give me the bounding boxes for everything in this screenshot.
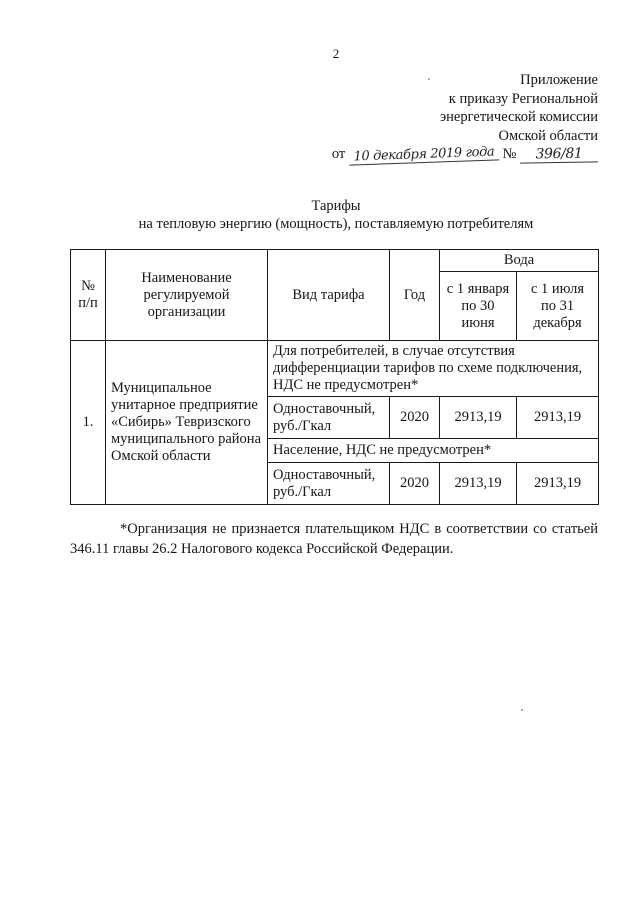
header-water: Вода	[440, 250, 599, 272]
handwritten-order-number: 396/81	[520, 146, 598, 163]
approval-line-4: Омской области	[498, 127, 598, 144]
tariff-period-2-value: 2913,19	[517, 463, 599, 505]
header-row-1	[71, 250, 599, 272]
section-consumers: Для потребителей, в случае отсутствия дифференциации тарифов по схеме подключения, НДС не предусмотрен*	[268, 341, 599, 397]
tariff-period-2-value: 2913,19	[517, 397, 599, 439]
tariff-type: Одноставочный, руб./Гкал	[268, 397, 390, 439]
header-org: Наименование регулируемой организации	[106, 250, 268, 341]
document-title	[0, 197, 640, 233]
header-tariff-type: Вид тарифа	[268, 250, 390, 341]
title-line-1: Тарифы	[311, 198, 361, 214]
handwritten-date: 10 декабря 2019 года	[349, 144, 499, 165]
tariff-period-1-value: 2913,19	[440, 397, 517, 439]
tariffs-table	[70, 249, 599, 505]
order-date-number-line	[332, 145, 598, 164]
row-org-name: Муниципальное унитарное предприятие «Сибирь» Тевризского муниципального района Омской области	[106, 341, 268, 505]
approval-block	[332, 71, 598, 164]
tariff-year: 2020	[390, 463, 440, 505]
title-line-2: на тепловую энергию (мощность), поставляемую потребителям	[138, 216, 534, 232]
section-population: Население, НДС не предусмотрен*	[268, 439, 599, 463]
approval-line-3: энергетической комиссии	[439, 109, 598, 125]
scan-speck	[428, 78, 430, 80]
approval-line-2: к приказу Региональной	[448, 90, 598, 107]
page-number: 2	[332, 46, 340, 61]
number-label: №	[502, 146, 517, 162]
approval-line-1: Приложение	[520, 72, 598, 88]
header-year: Год	[390, 250, 440, 341]
from-label: от	[331, 146, 346, 162]
tariff-year: 2020	[390, 397, 440, 439]
header-num: № п/п	[71, 250, 106, 341]
header-period-2: с 1 июля по 31 декабря	[517, 272, 599, 341]
row-num: 1.	[71, 341, 106, 505]
section-row-1	[71, 341, 599, 397]
scan-speck	[521, 709, 523, 711]
tariff-period-1-value: 2913,19	[440, 463, 517, 505]
tariff-type: Одноставочный, руб./Гкал	[268, 463, 390, 505]
footnote: *Организация не признается плательщиком НДС в соответствии со статьей 346.11 главы 26.2 Налогового кодекса Российской Федерации.	[70, 521, 598, 557]
header-period-1: с 1 января по 30 июня	[440, 272, 517, 341]
